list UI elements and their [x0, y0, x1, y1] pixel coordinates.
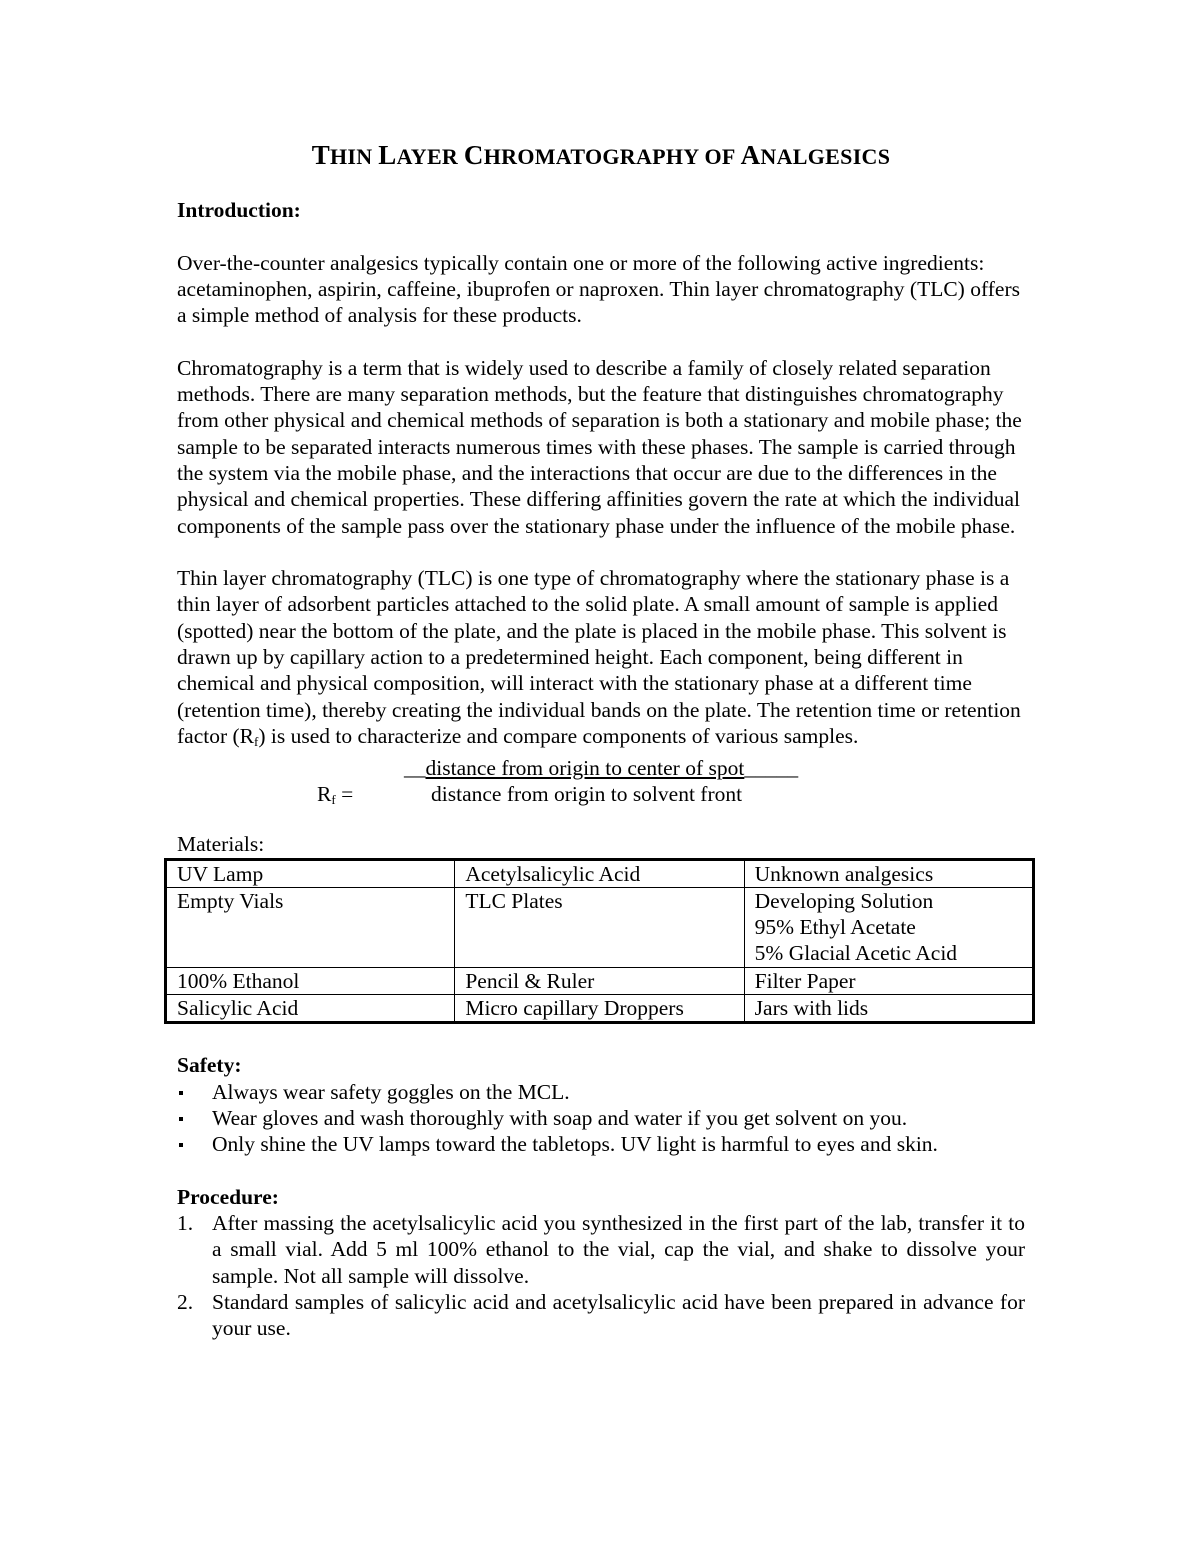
title-part: C: [463, 140, 484, 170]
item-text: Standard samples of salicylic acid and acetylsalicylic acid have been prepared in advance for your use.: [212, 1289, 1025, 1341]
table-cell: 100% Ethanol: [166, 967, 455, 994]
cell-line: Developing Solution: [754, 888, 934, 913]
cell-line: 95% Ethyl Acetate: [754, 915, 916, 940]
table-cell: Filter Paper: [744, 967, 1033, 994]
paragraph-text: Thin layer chromatography (TLC) is one type of chromatography where the stationary phase is a thin layer of adsorbent particles attached to the solid plate. A small amount of sample is applied (spotted) near the bottom of the plate, and the plate is placed in the mobile phase. This solvent is drawn up by capillary action to a predetermined height. Each component, being different in chemical and physical composition, will interact with the stationary phase at a different time (retention time), thereby creating the individual bands on the plate. The retention time or retention factor (R: [177, 566, 1021, 748]
table-cell: Micro capillary Droppers: [455, 995, 744, 1023]
formula-numerator: [404, 755, 798, 781]
title-part: L: [378, 140, 397, 170]
title-part: AYER: [396, 144, 464, 169]
intro-paragraph-3: [177, 565, 1025, 755]
title-part: T: [311, 140, 331, 170]
table-row: [166, 995, 1034, 1023]
cell-line: 5% Glacial Acetic Acid: [754, 941, 958, 966]
numerator-lead: __: [404, 756, 426, 781]
procedure-list: [177, 1210, 1025, 1341]
table-cell: Acetylsalicylic Acid: [455, 859, 744, 887]
subscript: f: [254, 733, 259, 749]
subscript: f: [331, 792, 336, 808]
page-title: [177, 140, 1025, 172]
table-row: [166, 967, 1034, 994]
materials-heading: Materials:: [177, 832, 265, 857]
numerator-trail: _____: [744, 756, 799, 781]
title-part: HROMATOGRAPHY OF: [483, 144, 741, 169]
rf-formula: [177, 755, 1025, 809]
intro-paragraph-1: Over-the-counter analgesics typically contain one or more of the following active ingredients: acetaminophen, aspirin, caffeine, ibuprofen or naproxen. Thin layer chromatography (TLC) offers a simple method of analysis for these products.: [177, 250, 1020, 328]
title-part: HIN: [330, 144, 379, 169]
table-cell: [744, 887, 1033, 967]
title-part: NALGESICS: [760, 144, 891, 169]
introduction-heading: Introduction:: [177, 198, 301, 222]
title-part: A: [740, 140, 761, 170]
document-page: [177, 140, 1025, 1342]
rf-symbol: R: [317, 782, 332, 807]
item-number: 2.: [177, 1289, 194, 1314]
table-cell: Empty Vials: [166, 887, 455, 967]
table-cell: UV Lamp: [166, 859, 455, 887]
equals-sign: =: [335, 782, 354, 807]
list-item: [177, 1289, 1025, 1342]
table-cell: Jars with lids: [744, 995, 1033, 1023]
list-item: Always wear safety goggles on the MCL.: [177, 1079, 1025, 1105]
table-cell: TLC Plates: [455, 887, 744, 967]
table-row: [166, 859, 1034, 887]
procedure-heading: Procedure:: [177, 1184, 279, 1209]
item-text: After massing the acetylsalicylic acid you synthesized in the first part of the lab, transfer it to a small vial. Add 5 ml 100% ethanol to the vial, cap the vial, and shake to dissolve your sample. Not all sample will dissolve.: [212, 1211, 1025, 1288]
list-item: [177, 1210, 1025, 1289]
numerator-text: distance from origin to center of spot: [425, 756, 745, 781]
paragraph-text: ) is used to characterize and compare components of various samples.: [258, 723, 859, 748]
materials-table: [164, 858, 1035, 1025]
table-cell: Unknown analgesics: [744, 859, 1033, 887]
safety-heading: Safety:: [177, 1053, 242, 1078]
table-cell: Salicylic Acid: [166, 995, 455, 1023]
item-number: 1.: [177, 1211, 194, 1236]
safety-list: [177, 1079, 1025, 1158]
intro-paragraph-2: Chromatography is a term that is widely used to describe a family of closely related separation methods. There are many separation methods, but the feature that distinguishes chromatography from other physical and chemical methods of separation is both a stationary and mobile phase; the sample to be separated interacts numerous times with these phases. The sample is carried through the system via the mobile phase, and the interactions that occur are due to the differences in the physical and chemical properties. These differing affinities govern the rate at which the individual components of the sample pass over the stationary phase under the influence of the mobile phase.: [177, 355, 1022, 538]
formula-denominator: distance from origin to solvent front: [431, 782, 743, 807]
table-cell: Pencil & Ruler: [455, 967, 744, 994]
list-item: Wear gloves and wash thoroughly with soap and water if you get solvent on you.: [177, 1105, 1025, 1131]
table-row: [166, 887, 1034, 967]
list-item: Only shine the UV lamps toward the tabletops. UV light is harmful to eyes and skin.: [177, 1131, 1025, 1157]
formula-lhs: [317, 781, 353, 813]
